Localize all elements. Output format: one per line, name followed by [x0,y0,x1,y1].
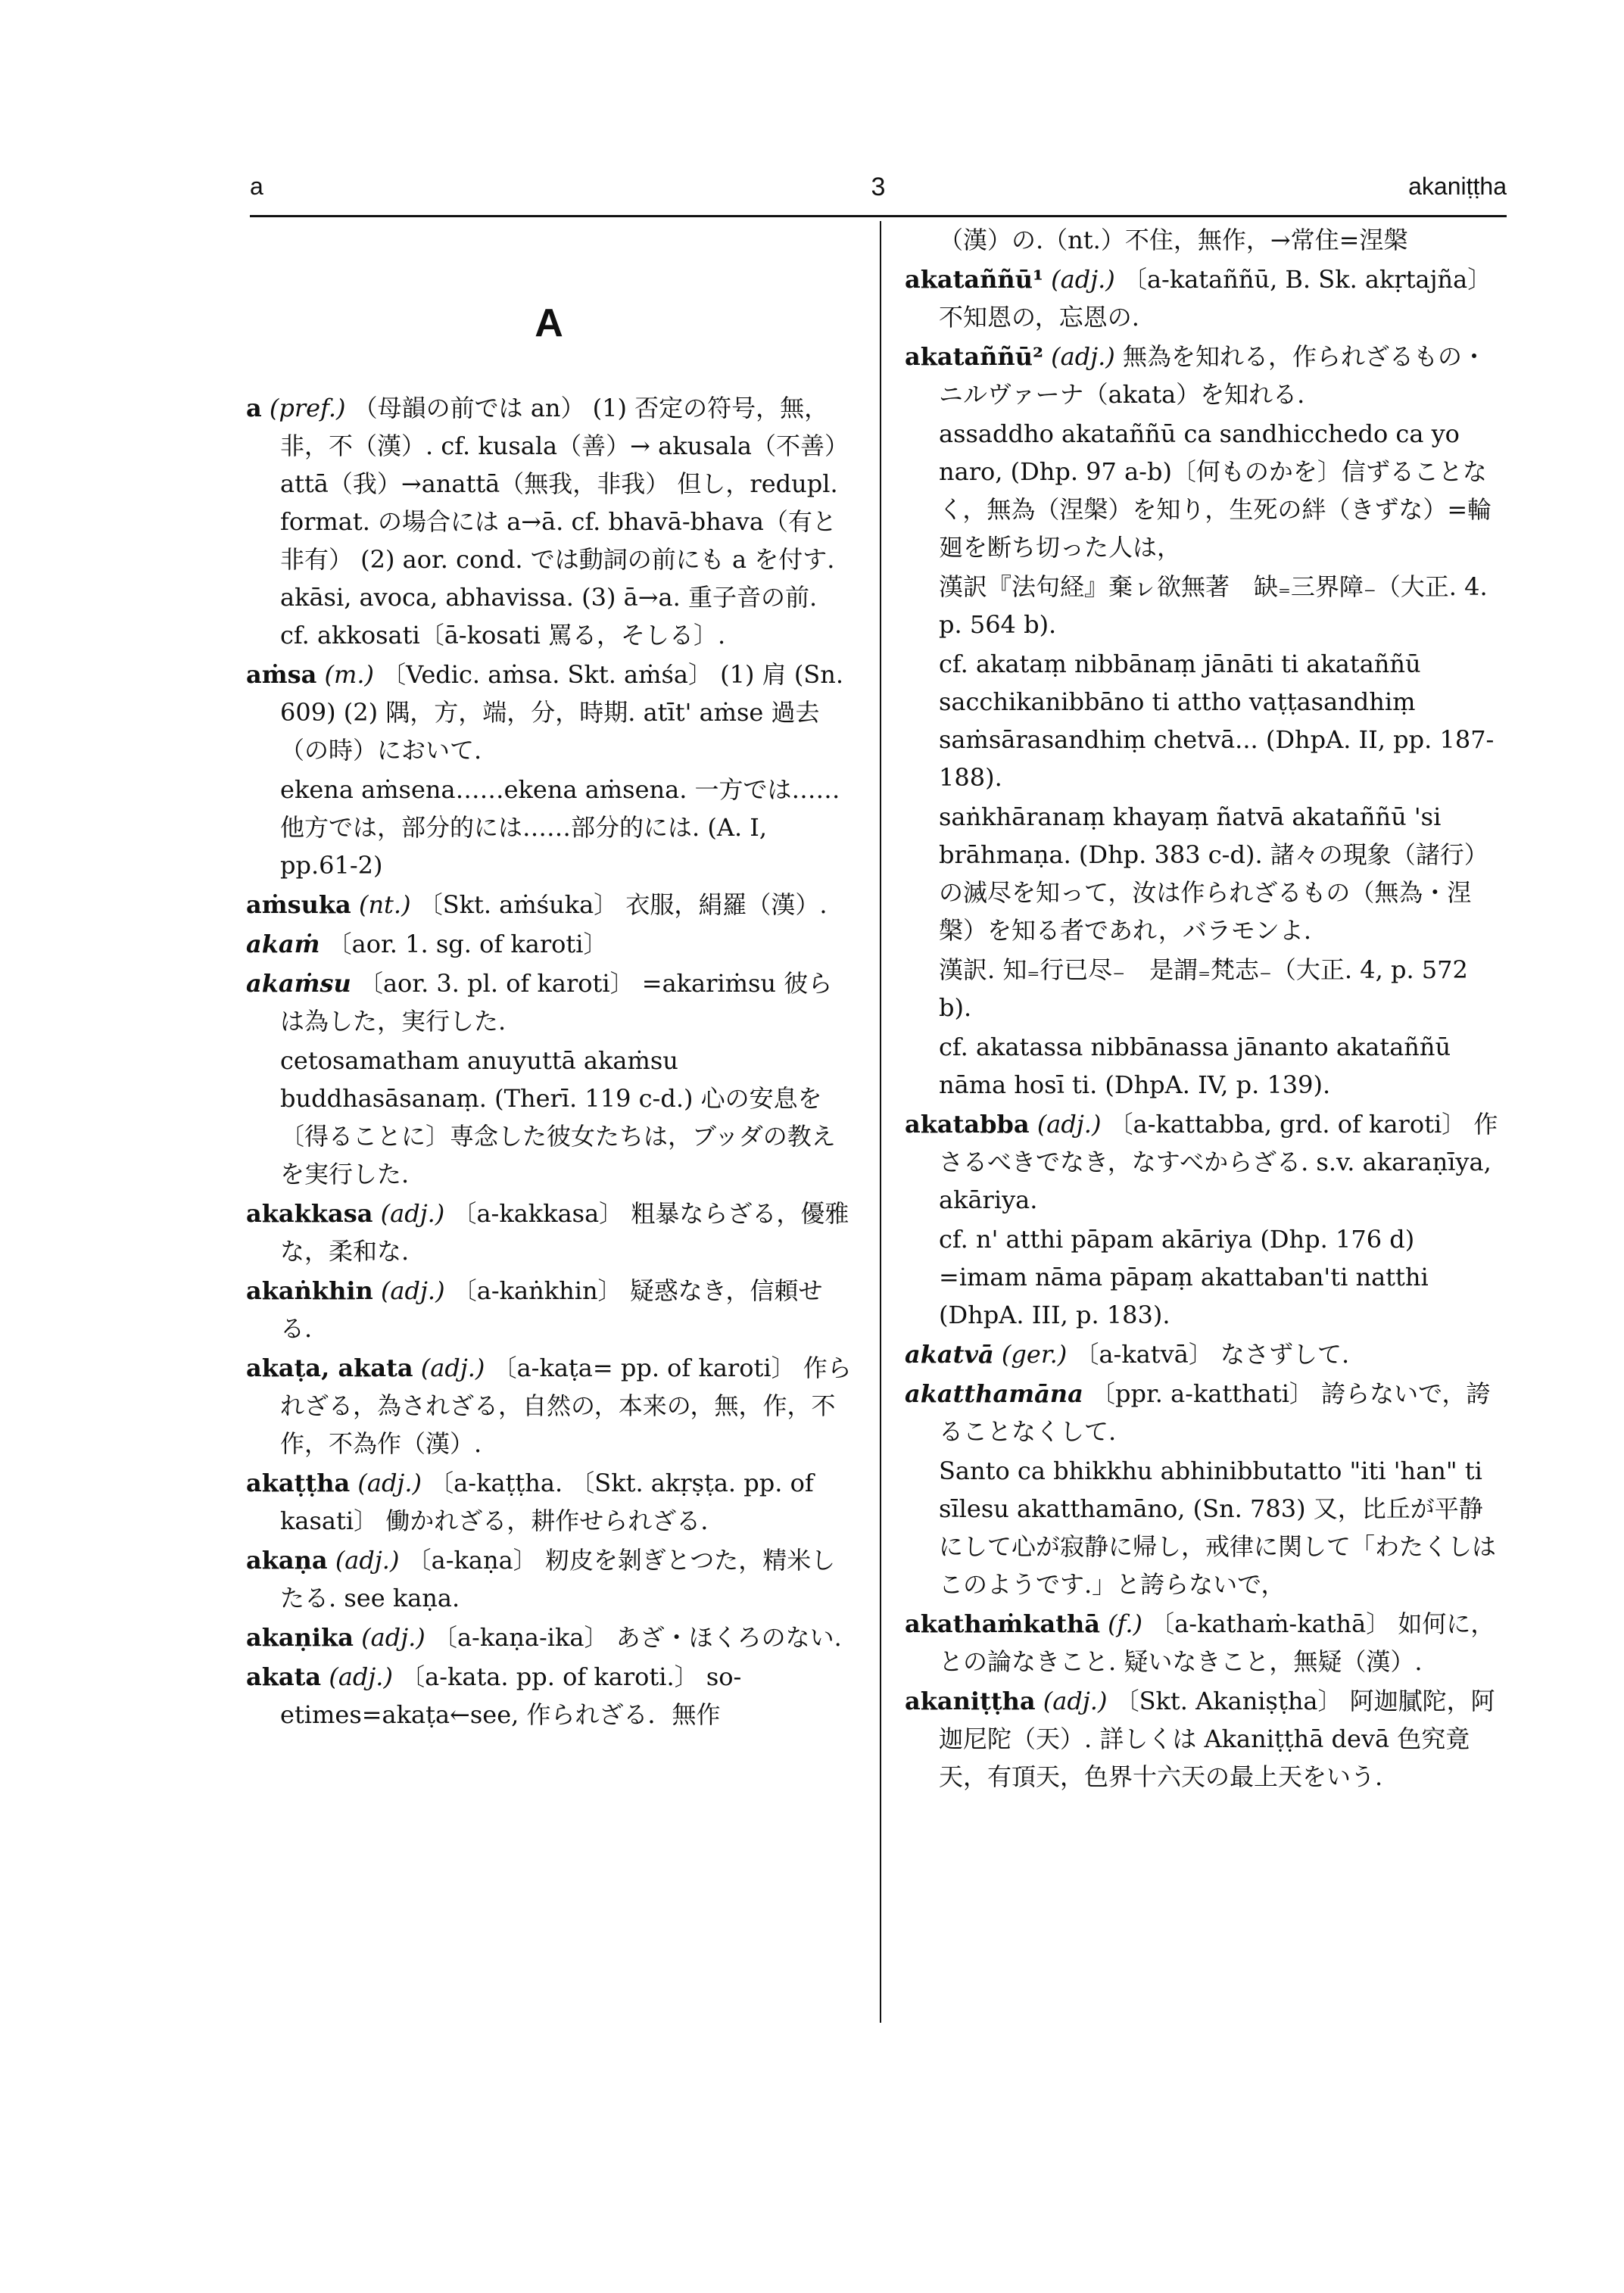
entry-headword: akaṭa, akata [246,1354,413,1382]
entry-headword: a [246,394,262,422]
page-number: 3 [871,173,886,201]
dictionary-entry [246,1464,852,1540]
dictionary-entry [246,1618,852,1656]
entry-headword: akatabba [905,1110,1030,1139]
dictionary-entry [246,389,852,654]
entry-definition: 〔a-kaṭa= pp. of karoti〕 作られざる，為されざる，自然の，本来の，無，作，不作，不為作（漢）. [280,1354,852,1458]
entry-grammar: (adj.) [1043,1687,1108,1715]
entry-headword: akaṁsu [246,969,351,998]
entry-grammar: (adj.) [357,1469,422,1497]
entry-headword: akaṇa [246,1546,328,1575]
entry-headword: akaṭṭha [246,1469,351,1497]
entry-headword: akaṅkhin [246,1276,373,1305]
entry-headword: akataññū² [905,342,1043,371]
entry-definition: 〔a-kaṇa-ika〕 あざ・ほくろのない. [432,1623,842,1652]
header-right-guideword: akaniṭṭha [1408,173,1507,200]
entry-headword: aṁsa [246,660,317,689]
entry-headword: akatvā [905,1340,994,1369]
dictionary-entry [246,1195,852,1270]
entry-example: ekena aṁsena……ekena aṁsena. 一方では……他方では，部分的には……部分的には. (A. I, pp.61-2) [280,775,840,880]
dictionary-entry [246,886,852,924]
entry-definition: 〔aor. 1. sg. of karoti〕 [327,930,608,958]
entry-example: saṅkhāranaṃ khayaṃ ñatvā akataññū 'si brāhmaṇa. (Dhp. 383 c-d). 諸々の現象（諸行）の滅尽を知って，汝は作られざるもの（無為・涅槃）を知る者であれ，バラモンよ. [939,802,1488,945]
entry-example: 漢訳. 知₌行已尽₋ 是謂₌梵志₋（大正. 4, p. 572 b). [939,955,1468,1022]
dictionary-entry [905,338,1507,413]
dictionary-entry [905,260,1507,336]
dictionary-entry [905,1682,1507,1796]
left-column [246,221,852,1735]
entry-definition: 〔ppr. a-katthati〕 誇らないで，誇ることなくして. [939,1379,1491,1446]
entry-headword: akaniṭṭha [905,1687,1036,1715]
entry-definition: 〔a-katvā〕 なさずして. [1074,1340,1350,1369]
entry-definition: 〔a-kataññū, B. Sk. akṛtajña〕 不知恩の，忘恩の. [939,265,1492,332]
entry-headword: aṁsuka [246,890,351,919]
entry-definition: 〔a-kaṭṭha. 〔Skt. akṛṣṭa. pp. of kasati〕 働かれざる，耕作せられざる. [280,1469,814,1535]
entry-example: Santo ca bhikkhu abhinibbutatto "iti 'han" ti sīlesu akatthamāno, (Sn. 783) 又，比丘が平静にして心が寂静に帰し，戒律に関して「わたくしはこのようです.」と誇らないで， [939,1456,1497,1599]
dictionary-entry [246,1541,852,1617]
dictionary-entry [246,1272,852,1347]
entry-definition: 〔Skt. aṁśuka〕 衣服，絹羅（漢）. [418,890,828,919]
entry-grammar: (nt.) [358,890,411,919]
entry-headword: akathaṁkathā [905,1609,1100,1638]
entry-grammar: (pref.) [269,394,346,422]
entry-grammar: (adj.) [329,1662,393,1691]
dictionary-entry [905,1375,1507,1450]
entry-headword: akaṁ [246,930,320,958]
entry-grammar: (ger.) [1001,1340,1068,1369]
entry-definition: 〔a-kathaṁ-kathā〕 如何に，との論なきこと. 疑いなきこと，無疑（漢）. [939,1609,1495,1676]
entry-grammar: (adj.) [420,1354,485,1382]
entry-definition: 〔a-kaṅkhin〕 疑惑なき，信頼せる. [280,1276,823,1343]
entry-grammar: (adj.) [1036,1110,1102,1139]
entry-definition: 〔a-kaṇa〕 籾皮を剝ぎとつた，精米したる. see kaṇa. [280,1546,836,1612]
entry-grammar: (f.) [1108,1609,1142,1638]
entry-headword: akata [246,1662,322,1691]
entry-grammar: (adj.) [361,1623,425,1652]
entry-headword: akataññū¹ [905,265,1043,294]
entry-example: cetosamatham anuyuttā akaṁsu buddhasāsanaṃ. (Therī. 119 c-d.) 心の安息を〔得ることに〕専念した彼女たちは，ブッダの教えを実行した. [280,1046,836,1189]
section-letter: A [535,301,563,345]
entry-continuation: （漢）の.（nt.）不住，無作，→常住=涅槃 [939,226,1408,254]
entry-headword: akakkasa [246,1199,373,1228]
dictionary-entry [905,1335,1507,1373]
entry-definition: 無為を知れる，作られざるもの・ニルヴァーナ（akata）を知れる. [939,342,1486,409]
dictionary-entry [246,925,852,963]
entry-grammar: (adj.) [335,1546,400,1575]
entry-grammar: (m.) [324,660,374,689]
entry-definition: 〔aor. 3. pl. of karoti〕 =akariṁsu 彼らは為した，実行した. [280,969,833,1036]
entry-example: 漢訳『法句経』棄ㇾ欲無著 缺₌三界障₋（大正. 4. p. 564 b). [939,572,1488,639]
right-column [905,221,1507,1797]
entry-grammar: (adj.) [1051,342,1115,371]
dictionary-entry [246,656,852,769]
entry-definition: 〔a-kakkasa〕 粗暴ならざる，優雅な，柔和な. [280,1199,849,1266]
entry-example: cf. akatassa nibbānassa jānanto akataññū nāma hosī ti. (DhpA. IV, p. 139). [939,1033,1451,1099]
entry-grammar: (adj.) [380,1276,445,1305]
entry-definition: 〔Vedic. aṁsa. Skt. aṁśa〕 (1) 肩 (Sn. 609) (2) 隅，方，端，分，時期. atīt' aṁse 過去（の時）において. [280,660,844,765]
entry-definition: 〔Skt. Akaniṣṭha〕 阿迦膩陀，阿迦尼陀（天）. 詳しくは Akaniṭṭhā devā 色究竟天，有頂天，色界十六天の最上天をいう. [939,1687,1495,1791]
dictionary-entry [246,1349,852,1463]
dictionary-entry [246,964,852,1040]
entry-definition: 〔a-kata. pp. of karoti.〕 so-etimes=akaṭa←see, 作られざる．無作 [280,1662,742,1729]
entry-definition: （母韻の前では an） (1) 否定の符号，無，非，不（漢）. cf. kusala（善）→ akusala（不善） attā（我）→anattā（無我，非我） 但し，redupl. format. の場合には a→ā. cf. bhavā-bhava（有と非有） (2) aor. cond. では動詞の前にも a を付す. akāsi, avoca, abhavissa. (3) ā→a. 重子音の前. cf. akkosati〔ā-kosati 罵る，そしる〕. [280,394,849,650]
column-divider [880,221,881,2023]
entry-definition: 〔a-kattabba, grd. of karoti〕 作さるべきでなき，なすべからざる. s.v. akaraṇīya, akāriya. [939,1110,1498,1214]
header-rule [250,215,1507,217]
entry-headword: akaṇika [246,1623,354,1652]
entry-headword: akatthamāna [905,1379,1083,1408]
dictionary-entry [905,1105,1507,1219]
entry-grammar: (adj.) [1051,265,1115,294]
entry-grammar: (adj.) [380,1199,445,1228]
entry-example: assaddho akataññū ca sandhicchedo ca yo naro, (Dhp. 97 a-b)〔何ものかを〕信ずることなく，無為（涅槃）を知り，生死の絆（きずな）=輪廻を断ち切った人は， [939,419,1492,562]
dictionary-entry [246,1658,852,1734]
dictionary-entry [905,1605,1507,1681]
header-left-guideword: a [250,173,263,200]
entry-example: cf. n' atthi pāpam akāriya (Dhp. 176 d) =imam nāma pāpaṃ akattaban'ti natthi (DhpA. III, p. 183). [939,1225,1429,1329]
entry-example: cf. akataṃ nibbānaṃ jānāti ti akataññū sacchikanibbāno ti attho vaṭṭasandhiṃ saṁsārasandhiṃ chetvā... (DhpA. II, pp. 187-188). [939,650,1495,792]
